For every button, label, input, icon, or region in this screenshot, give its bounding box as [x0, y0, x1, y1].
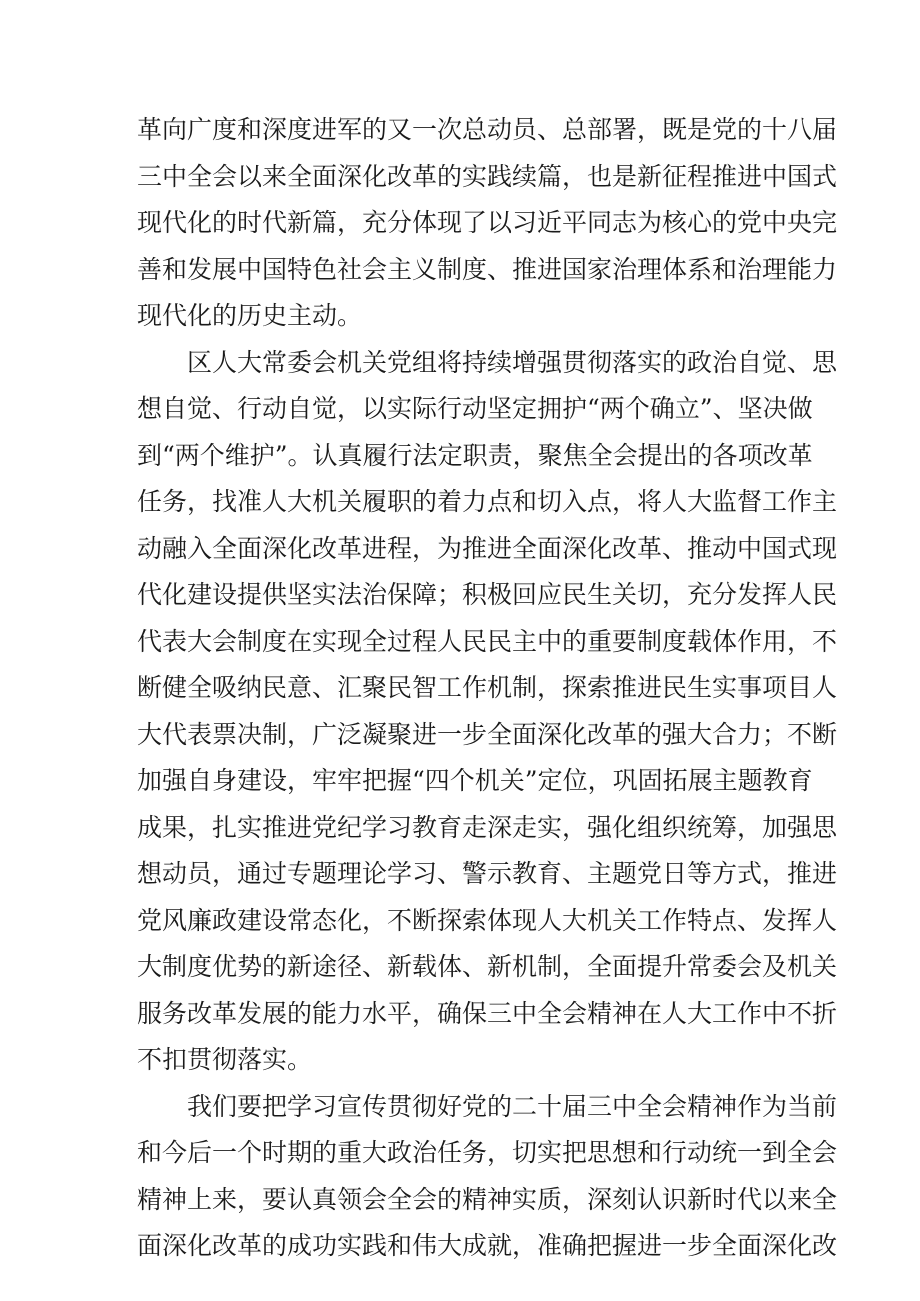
paragraph-1-line-3: 现代化的时代新篇，充分体现了以习近平同志为核心的党中央完 — [137, 208, 838, 237]
paragraph-3-line-2: 和今后一个时期的重大政治任务，切实把思想和行动统一到全会 — [137, 1138, 838, 1167]
paragraph-3-line-4: 面深化改革的成功实践和伟大成就，准确把握进一步全面深化改 — [137, 1231, 838, 1260]
paragraph-2-line-1: 区人大常委会机关党组将持续增强贯彻落实的政治自觉、思 — [187, 347, 838, 377]
paragraph-1-line-5: 现代化的历史主动。 — [137, 301, 363, 330]
paragraph-2-line-3: 到“两个维护”。认真履行法定职责，聚焦全会提出的各项改革 — [137, 440, 813, 470]
paragraph-2-line-12: 想动员，通过专题理论学习、警示教育、主题党日等方式，推进 — [137, 859, 838, 888]
paragraph-2-line-11: 成果，扎实推进党纪学习教育走深走实，强化组织统筹，加强思 — [137, 812, 838, 842]
paragraph-2-line-10: 加强自身建设，牢牢把握“四个机关”定位，巩固拓展主题教育 — [137, 766, 813, 795]
paragraph-2-line-4: 任务，找准人大机关履职的着力点和切入点，将人大监督工作主 — [137, 487, 838, 516]
paragraph-2-line-14: 大制度优势的新途径、新载体、新机制，全面提升常委会及机关 — [137, 952, 838, 981]
paragraph-2-line-6: 代化建设提供坚实法治保障；积极回应民生关切，充分发挥人民 — [137, 580, 838, 609]
paragraph-3-line-3: 精神上来，要认真领会全会的精神实质，深刻认识新时代以来全 — [137, 1184, 838, 1214]
document-body — [137, 107, 838, 1270]
paragraph-2-line-15: 服务改革发展的能力水平，确保三中全会精神在人大工作中不折 — [137, 998, 838, 1028]
paragraph-1-line-2: 三中全会以来全面深化改革的实践续篇，也是新征程推进中国式 — [137, 161, 838, 191]
paragraph-1-line-1: 革向广度和深度进军的又一次总动员、总部署，既是党的十八届 — [137, 115, 838, 144]
paragraph-2-line-8: 断健全吸纳民意、汇聚民智工作机制，探索推进民生实事项目人 — [137, 673, 838, 702]
paragraph-2-line-7: 代表大会制度在实现全过程人民民主中的重要制度载体作用，不 — [137, 626, 838, 656]
paragraph-2-line-9: 大代表票决制，广泛凝聚进一步全面深化改革的强大合力；不断 — [137, 719, 838, 749]
paragraph-1-line-4: 善和发展中国特色社会主义制度、推进国家治理体系和治理能力 — [137, 254, 838, 284]
paragraph-2-line-5: 动融入全面深化改革进程，为推进全面深化改革、推动中国式现 — [137, 533, 838, 563]
paragraph-2-line-16: 不扣贯彻落实。 — [137, 1045, 313, 1074]
paragraph-3-line-1: 我们要把学习宣传贯彻好党的二十届三中全会精神作为当前 — [187, 1091, 838, 1121]
paragraph-2-line-13: 党风廉政建设常态化，不断探索体现人大机关工作特点、发挥人 — [137, 905, 838, 935]
paragraph-2-line-2: 想自觉、行动自觉，以实际行动坚定拥护“两个确立”、坚决做 — [137, 394, 813, 423]
